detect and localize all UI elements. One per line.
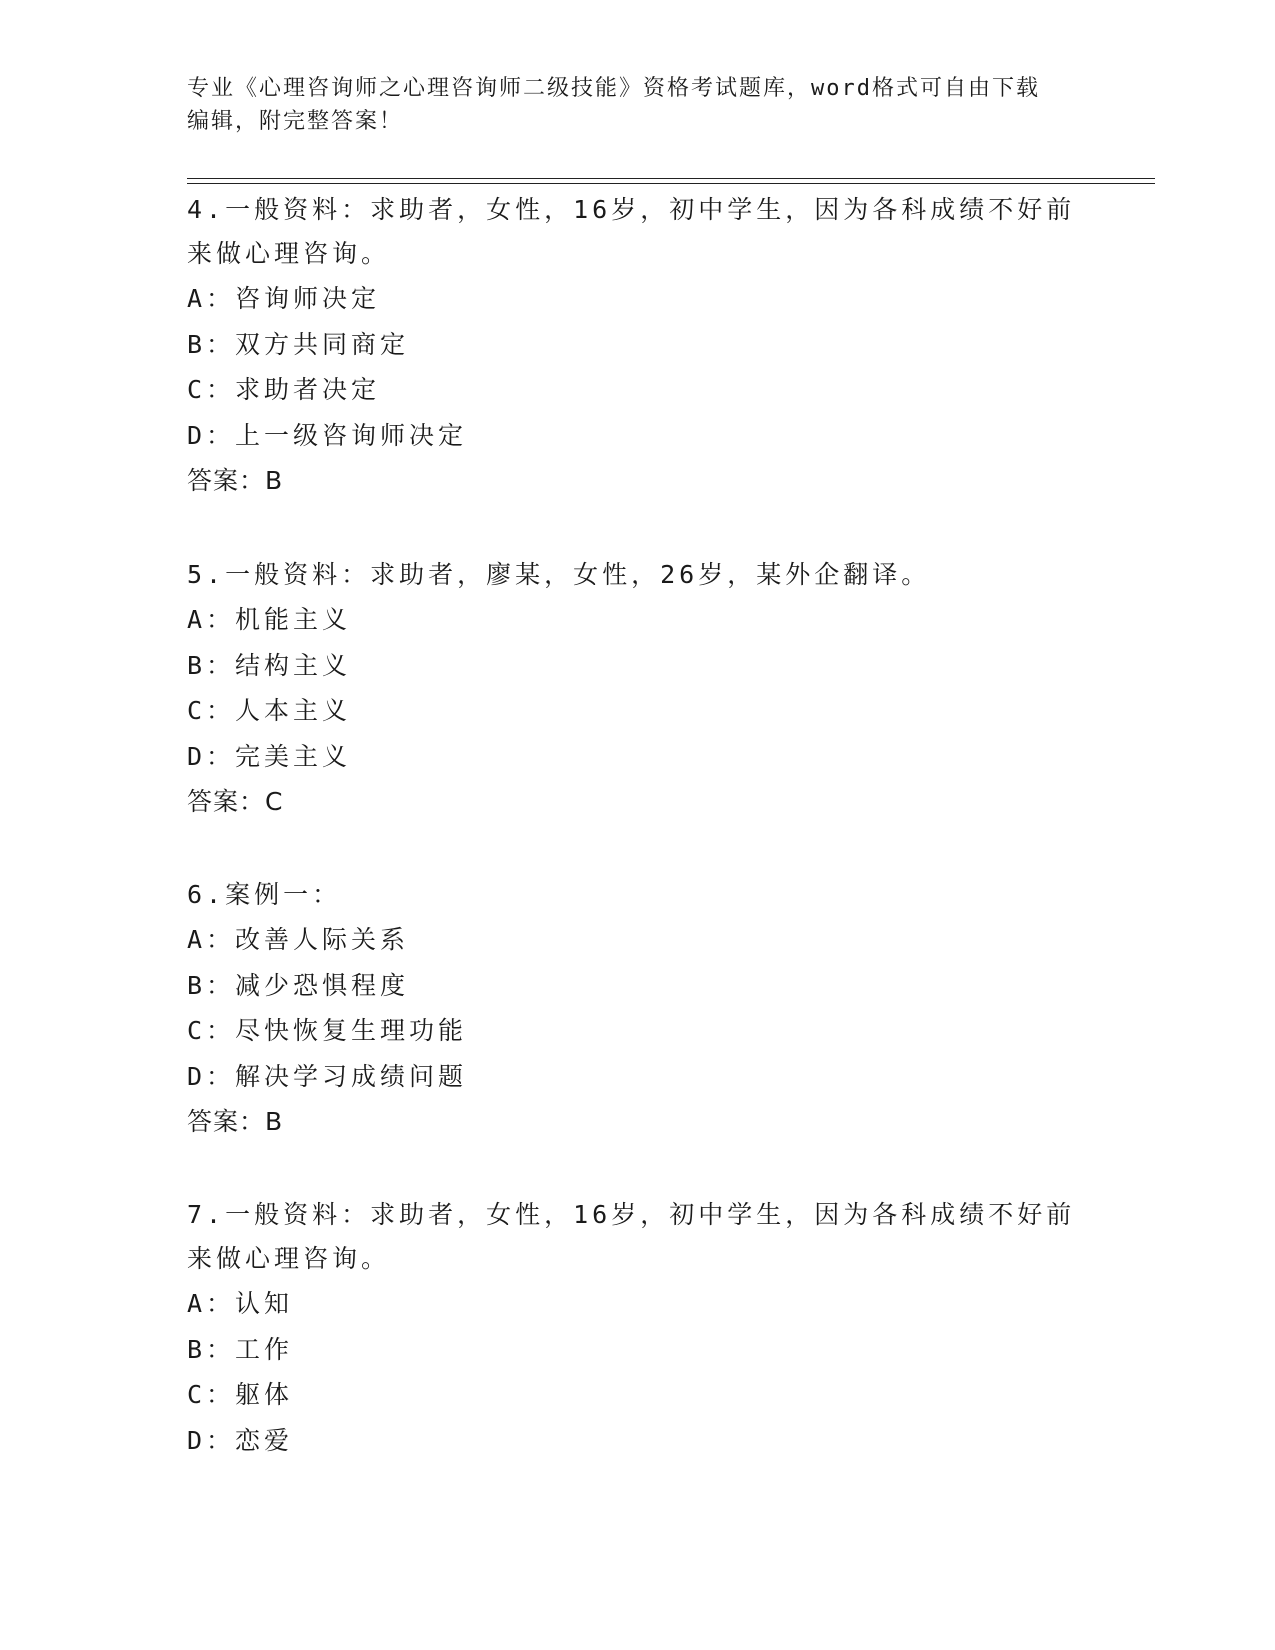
question-stem: 7.一般资料：求助者，女性，16岁，初中学生，因为各科成绩不好前 [187,1200,1076,1229]
header-divider-top [187,178,1155,179]
document-header [187,72,1087,138]
question-stem: 6.案例一： [187,880,342,909]
option-c: C：躯体 [187,1380,294,1409]
answer: 答案：B [187,466,284,495]
question-6 [187,873,1087,1145]
option-a: A：咨询师决定 [187,284,381,313]
option-d: D：解决学习成绩问题 [187,1061,468,1091]
option-b: B：结构主义 [187,650,352,680]
question-stem: 5.一般资料：求助者，廖某，女性，26岁，某外企翻译。 [187,560,931,589]
question-4 [187,188,1087,504]
option-c: C：尽快恢复生理功能 [187,1016,468,1045]
option-b: B：工作 [187,1334,294,1364]
option-d: D：恋爱 [187,1425,294,1455]
option-b: B：减少恐惧程度 [187,970,410,1000]
option-d: D：上一级咨询师决定 [187,420,468,450]
header-line-1: 专业《心理咨询师之心理咨询师二级技能》资格考试题库，word格式可自由下载 [187,76,1040,101]
header-line-2: 编辑，附完整答案！ [187,109,404,134]
option-c: C：人本主义 [187,696,352,725]
question-stem-continued: 来做心理咨询。 [187,1244,391,1273]
question-5 [187,553,1087,825]
option-a: A：机能主义 [187,605,352,634]
question-stem-continued: 来做心理咨询。 [187,239,391,268]
option-b: B：双方共同商定 [187,329,410,359]
option-c: C：求助者决定 [187,375,381,404]
header-divider-bottom [187,183,1155,184]
option-a: A：改善人际关系 [187,925,410,954]
question-stem: 4.一般资料：求助者，女性，16岁，初中学生，因为各科成绩不好前 [187,195,1076,224]
answer: 答案：C [187,787,284,816]
option-a: A：认知 [187,1289,294,1318]
answer: 答案：B [187,1107,284,1136]
option-d: D：完美主义 [187,741,352,771]
question-7 [187,1193,1087,1463]
